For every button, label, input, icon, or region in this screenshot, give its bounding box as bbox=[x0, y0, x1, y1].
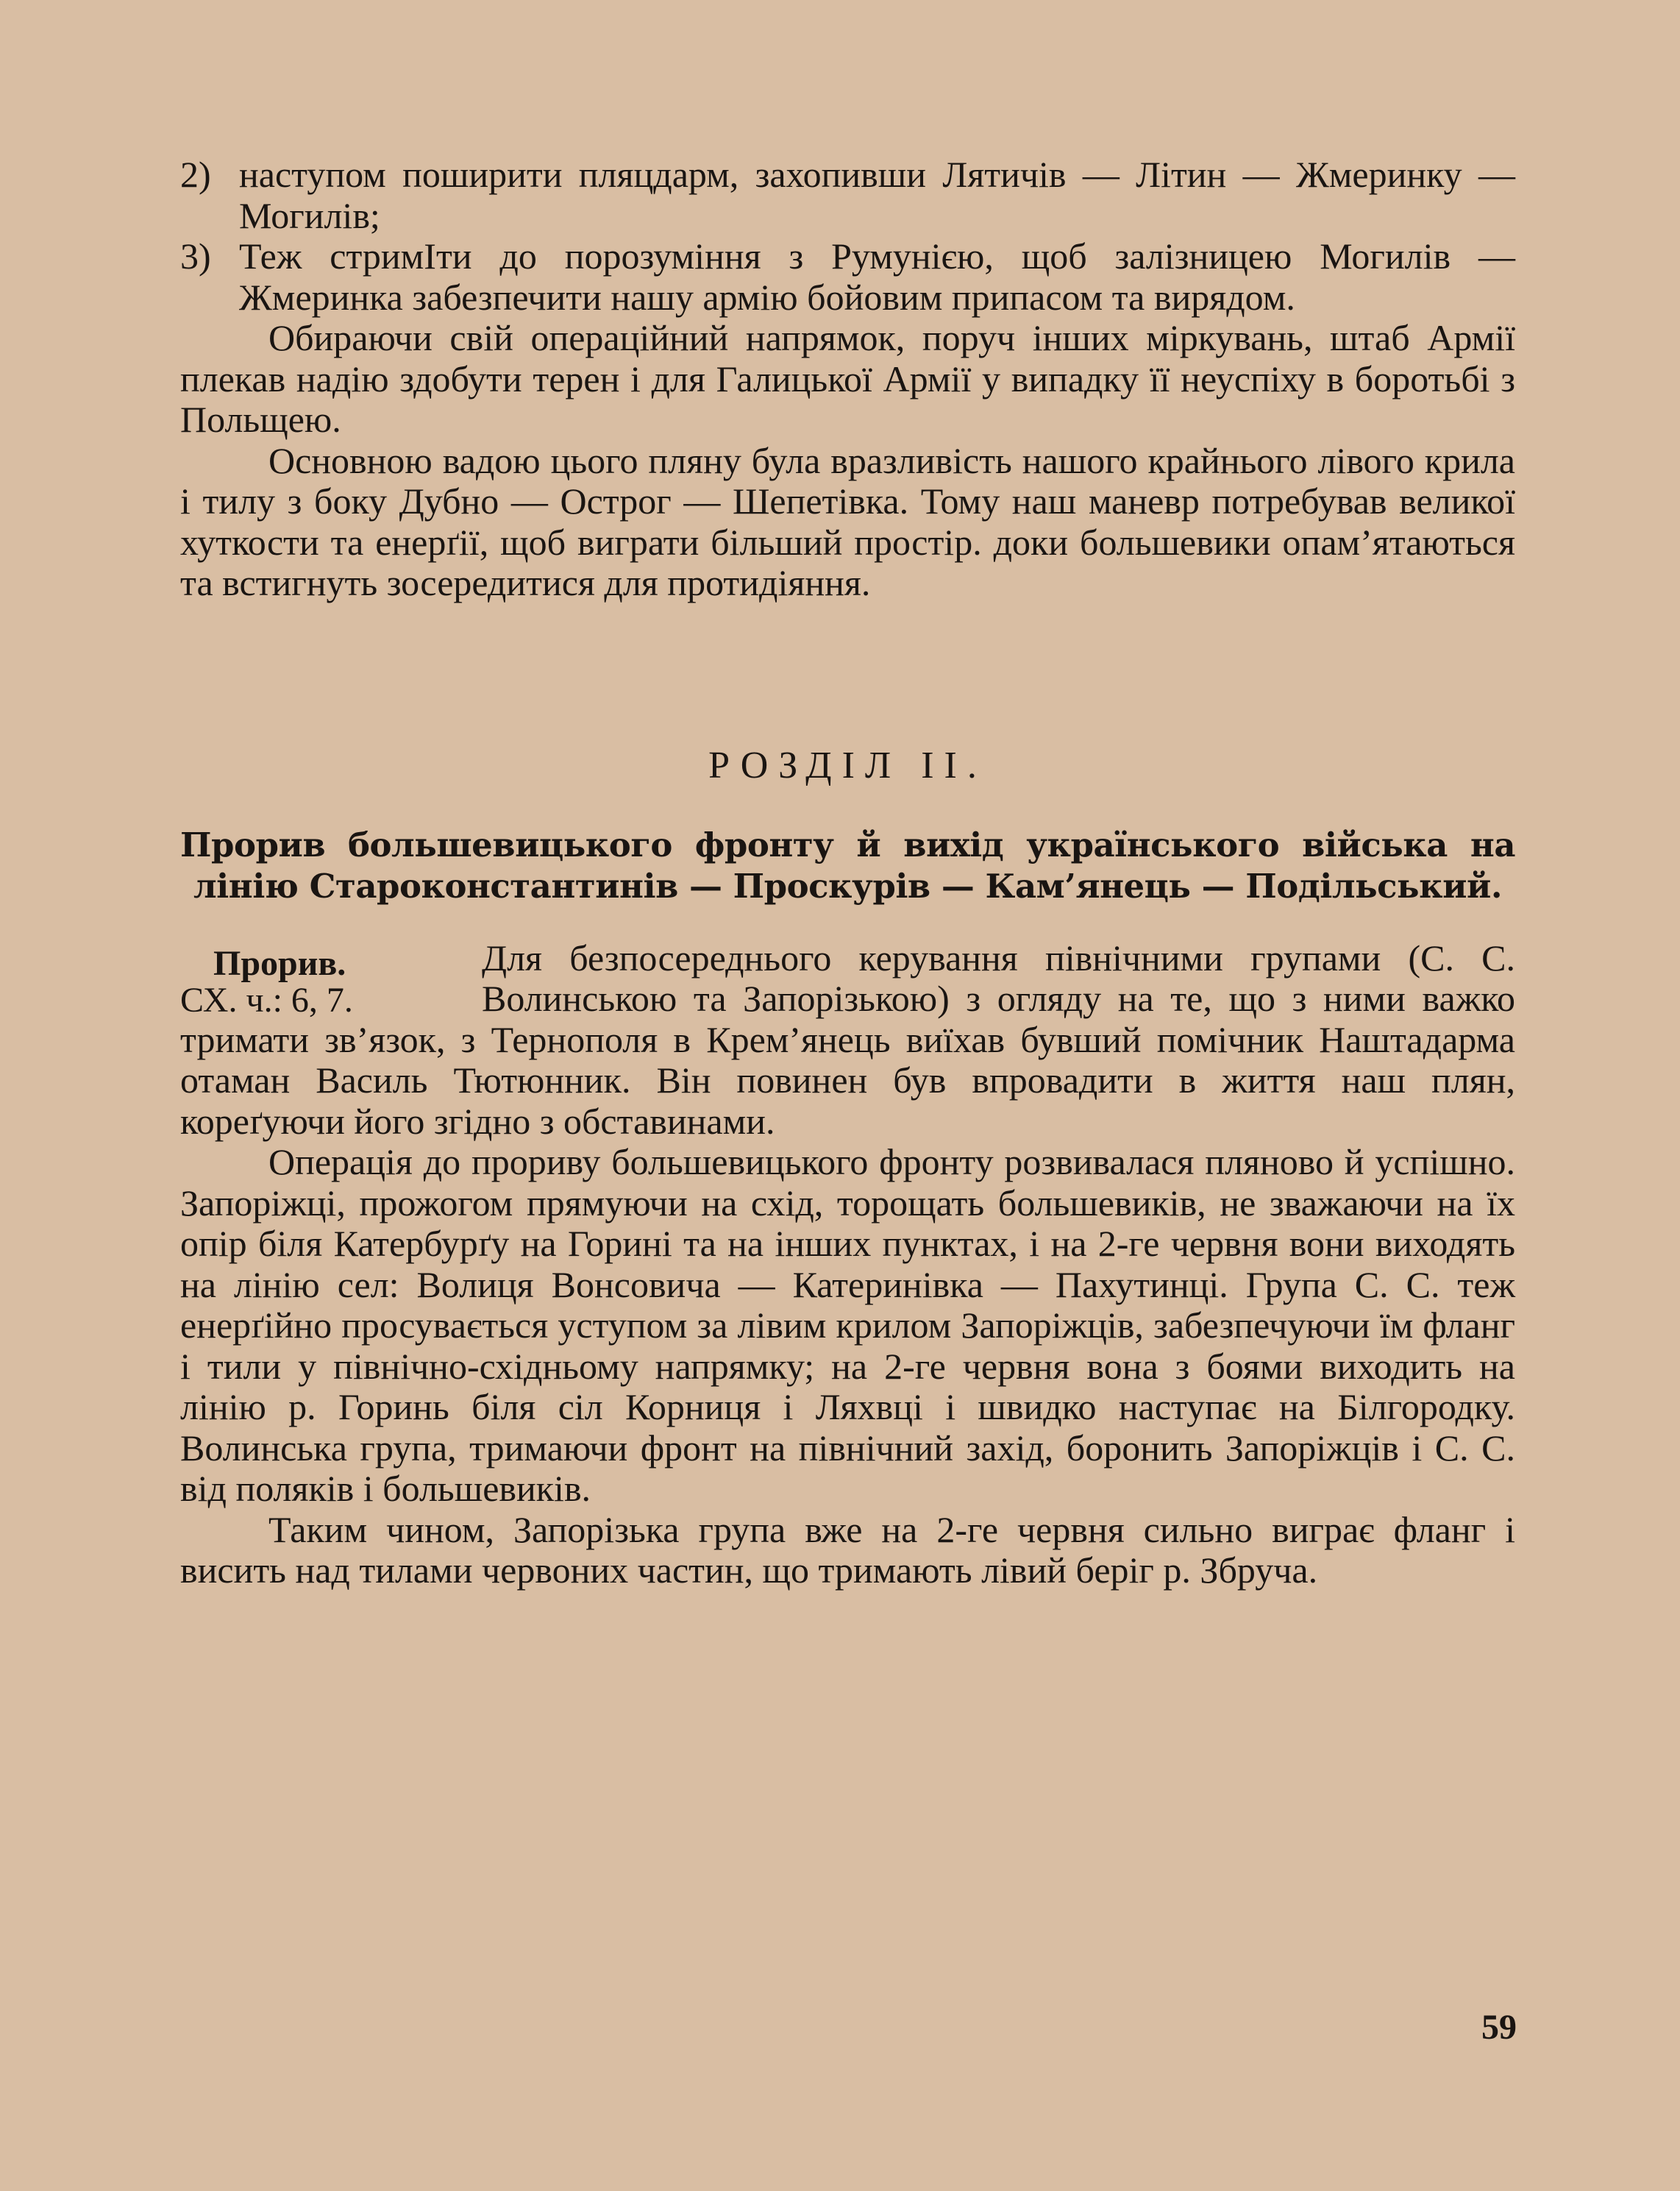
marginal-note bbox=[180, 945, 482, 1019]
list-marker: 3) bbox=[180, 235, 211, 277]
paragraph: Таким чином, Запорізька група вже на 2-ге червня сильно виграє фланг і висить над тилами червоних частин, що тримають лівий беріг р. Збруча. bbox=[180, 1508, 1515, 1591]
intro-list bbox=[180, 155, 1515, 318]
list-text: наступом поширити пляцдарм, захопивши Лятичів — Літин — Жмеринку — Могилів; bbox=[239, 154, 1515, 236]
chapter-subtitle: Прорив большевицького фронту й вихід українського війська на лінію Староконстантинів — Проскурів — Кам’янець — Подільський. bbox=[180, 825, 1515, 906]
marginal-reference: СХ. ч.: 6, 7. bbox=[180, 980, 353, 1020]
list-marker: 2) bbox=[180, 154, 211, 195]
page-number: 59 bbox=[1481, 2008, 1517, 2047]
list-item bbox=[180, 236, 1515, 318]
paragraph: Обираючи свій операційний напрямок, поруч інших міркувань, штаб Армії плекав надію здобути терен і для Галицької Армії у випадку її неуспіху в боротьбі з Польщею. bbox=[180, 317, 1515, 440]
marginal-title: Прорив. bbox=[213, 943, 346, 983]
book-page bbox=[180, 155, 1515, 1591]
section-body bbox=[180, 938, 1515, 1591]
paragraph: Операція до прориву большевицького фронту розвивалася пляново й успішно. Запоріжці, прожогом прямуючи на схід, торощать большевиків, не зважаючи на їх опір біля Катербурґу на Горині та на інших пунктах, і на 2-ге червня вони виходять на лінію сел: Волиця Вонсовича — Катеринівка — Пахутинці. Група С. С. теж енерґійно просувається уступом за лівим крилом Запоріжців, забезпечуючи їм фланг і тили у північно-східньому напрямку; на 2-ге червня вона з боями виходить на лінію р. Горинь біля сіл Корниця і Ляхвці і швидко наступає на Білгородку. Волинська група, тримаючи фронт на північний захід, боронить Запоріжців і С. С. від поляків і большевиків. bbox=[180, 1141, 1515, 1509]
list-item bbox=[180, 155, 1515, 236]
list-text: Теж стримІти до порозуміння з Румунією, щоб залізницею Могилів — Жмеринка забезпечити нашу армію бойовим припасом та вирядом. bbox=[239, 235, 1515, 318]
paragraph: Для безпосереднього керування північними групами (С. С. Волинською та Запорізькою) з огляду на те, що з ними важко тримати зв’язок, з Тернополя в Крем’янець виїхав бувший помічник Наштадарма отаман Василь Тютюнник. Він повинен був впровадити в життя наш плян, кореґуючи його згідно з обставинами. bbox=[180, 937, 1515, 1142]
paragraph: Основною вадою цього пляну була вразливість нашого крайнього лівого крила і тилу з боку Дубно — Острог — Шепетівка. Тому наш маневр потребував великої хуткости та енерґії, щоб виграти більший простір. доки большевики опам’ятаються та встигнуть зосередитися для протидіяння. bbox=[180, 439, 1515, 603]
chapter-heading: РОЗДІЛ II. bbox=[708, 744, 987, 786]
